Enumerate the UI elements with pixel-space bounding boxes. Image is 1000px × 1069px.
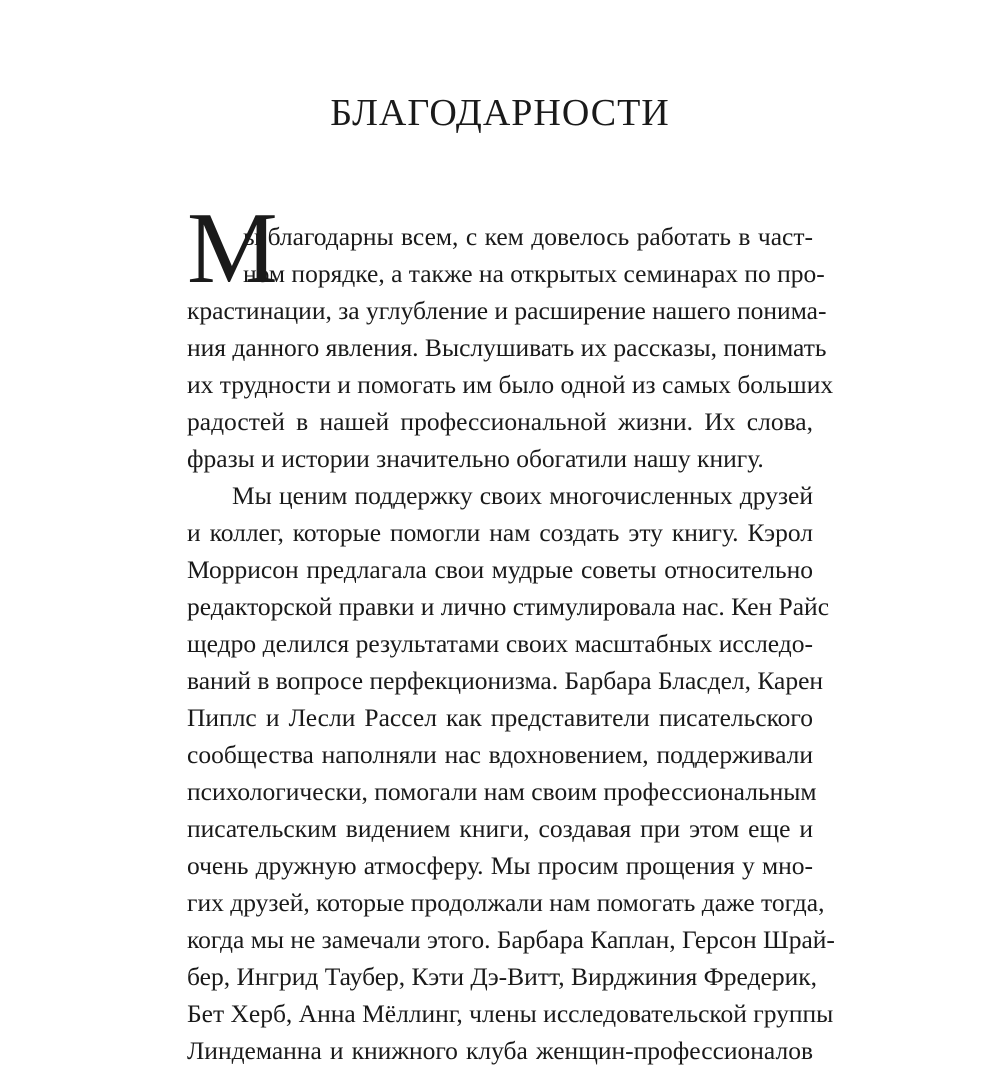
text-line: ы благодарны всем, с кем довелось работать в част- [243, 222, 813, 251]
drop-cap-letter: М [187, 192, 278, 305]
text-line: Линдеманна и книжного клуба женщин-профессионалов [187, 1036, 813, 1065]
text-line: ном порядке, а также на открытых семинарах по про- [243, 259, 825, 288]
text-line: щедро делился результатами своих масштабных исследо- [187, 629, 813, 658]
text-line: гих друзей, которые продолжали нам помогать даже тогда, [187, 888, 825, 917]
text-line: писательским видением книги, создавая при этом еще и [187, 814, 813, 843]
text-line: фразы и истории значительно обогатили нашу книгу. [187, 444, 764, 473]
text-line: сообщества наполняли нас вдохновением, поддерживали [187, 740, 813, 769]
text-line: когда мы не замечали этого. Барбара Каплан, Герсон Шрай- [187, 925, 835, 954]
text-line: их трудности и помогать им было одной из самых больших [187, 370, 834, 399]
text-line: и коллег, которые помогли нам создать эту книгу. Кэрол [187, 518, 813, 547]
text-line: радостей в нашей профессиональной жизни. Их слова, [187, 407, 813, 436]
text-line: ваний в вопросе перфекционизма. Барбара Бласдел, Карен [187, 666, 824, 695]
text-line: бер, Ингрид Таубер, Кэти Дэ-Витт, Вирджиния Фредерик, [187, 962, 817, 991]
text-line: Пиплс и Лесли Рассел как представители писательского [187, 703, 813, 732]
text-line: очень дружную атмосферу. Мы просим прощения у мно- [187, 851, 813, 880]
text-line: ния данного явления. Выслушивать их рассказы, понимать [187, 333, 827, 362]
text-line: Бет Херб, Анна Мёллинг, члены исследовательской группы [187, 999, 834, 1028]
text-line: редакторской правки и лично стимулировала нас. Кен Райс [187, 592, 830, 621]
page-title: БЛАГОДАРНОСТИ [330, 92, 670, 134]
text-line: Моррисон предлагала свои мудрые советы относительно [187, 555, 813, 584]
text-line: Мы ценим поддержку своих многочисленных друзей [232, 481, 813, 510]
text-line: психологически, помогали нам своим профессиональным [187, 777, 817, 806]
text-line: крастинации, за углубление и расширение нашего понима- [187, 296, 827, 325]
